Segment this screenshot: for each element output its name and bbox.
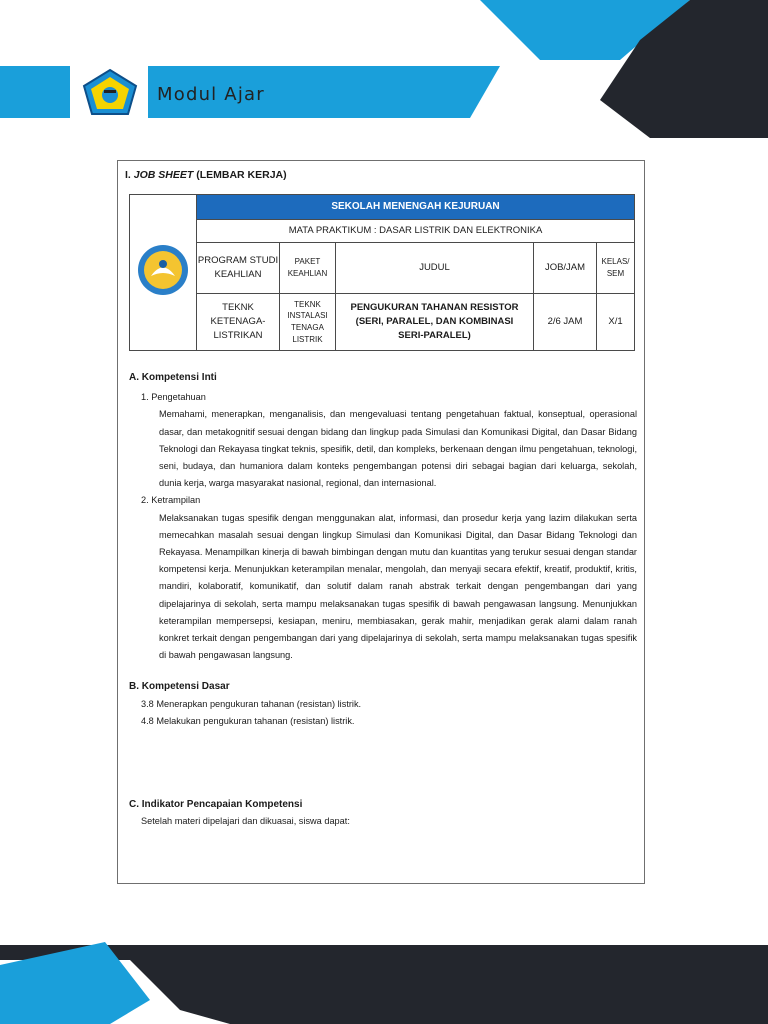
- ketrampilan-heading: 2. Ketrampilan: [141, 495, 201, 506]
- kompetensi-dasar-heading: B. Kompetensi Dasar: [129, 681, 230, 693]
- value-job-jam: 2/6 JAM: [534, 294, 597, 351]
- pengetahuan-heading: 1. Pengetahuan: [141, 392, 206, 403]
- value-judul: PENGUKURAN TAHANAN RESISTOR (SERI, PARALEL, DAN KOMBINASI SERI-PARALEL): [336, 294, 534, 351]
- tut-wuri-logo-cell: [130, 195, 197, 351]
- value-paket: TEKNK INSTALASI TENAGA LISTRIK: [280, 294, 336, 351]
- pengetahuan-text: Memahami, menerapkan, menganalisis, dan mengevaluasi tentang pengetahuan faktual, konseptual, operasional dasar, dan metakognitif sesuai dengan bidang dan lingkup pada Simulasi dan Komunikasi Digital, dan Dasar Bidang Teknologi dan Rekayasa tingkat teknis, spesifik, detil, dan kompleks, berkenaan dengan ilmu pengetahuan, teknologi, seni, budaya, dan humaniora dalam konteks pengembangan potensi diri sebagai bagian dari keluarga, sekolah, dunia kerja, warga masyarakat nasional, regional, dan internasional.: [159, 409, 637, 489]
- header-program: PROGRAM STUDI KEAHLIAN: [197, 243, 280, 294]
- tut-wuri-logo-icon: [136, 243, 190, 297]
- header-job-jam: JOB/JAM: [534, 243, 597, 294]
- job-sheet-table: [129, 194, 635, 351]
- ketrampilan-text: Melaksanakan tugas spesifik dengan menggunakan alat, informasi, dan prosedur kerja yang lazim dilakukan serta memecahkan masalah sesuai dengan lingkup Simulasi dan Komunikasi Digital, dan Dasar Bidang Teknologi dan Rekayasa. Menampilkan kinerja di bawah bimbingan dengan mutu dan kuantitas yang terukur sesuai dengan standar kompetensi kerja. Menunjukkan keterampilan menalar, mengolah, dan menyaji secara efektif, kreatif, produktif, kritis, mandiri, kolaboratif, komunikatif, dan solutif dalam ranah abstrak terkait dengan pengembangan dari yang dipelajarinya di sekolah, serta mampu melaksanakan tugas spesifik di bawah pengawasan langsung. Menunjukkan keterampilan mempersepsi, kesiapan, meniru, membiasakan, gerak mahir, menjadikan gerak alami dalam ranah konkret terkait dengan pengembangan dari yang dipelajarinya di sekolah, serta mampu melaksanakan tugas spesifik di bawah pengawasan langsung.: [159, 512, 637, 661]
- kompetensi-inti-heading: A. Kompetensi Inti: [129, 372, 217, 383]
- header-kelas: KELAS/ SEM: [597, 243, 635, 294]
- school-name: SEKOLAH MENENGAH KEJURUAN: [197, 195, 635, 220]
- header-title: Modul Ajar: [157, 84, 265, 105]
- school-logo: [80, 68, 140, 116]
- header-judul: JUDUL: [336, 243, 534, 294]
- job-sheet-document: [117, 160, 645, 884]
- indikator-text: Setelah materi dipelajari dan dikuasai, siswa dapat:: [141, 816, 350, 827]
- kompetensi-dasar-item: 4.8 Melakukan pengukuran tahanan (resistan) listrik.: [141, 715, 355, 726]
- value-kelas: X/1: [597, 294, 635, 351]
- kompetensi-dasar-item: 3.8 Menerapkan pengukuran tahanan (resistan) listrik.: [141, 698, 362, 709]
- section-title: I. JOB SHEET (LEMBAR KERJA): [125, 169, 287, 181]
- document-content: [129, 369, 637, 830]
- indikator-heading: C. Indikator Pencapaian Kompetensi: [129, 799, 303, 811]
- value-program: TEKNK KETENAGA-LISTRIKAN: [197, 294, 280, 351]
- subject-name: MATA PRAKTIKUM : DASAR LISTRIK DAN ELEKTRONIKA: [197, 220, 635, 243]
- header-paket: PAKET KEAHLIAN: [280, 243, 336, 294]
